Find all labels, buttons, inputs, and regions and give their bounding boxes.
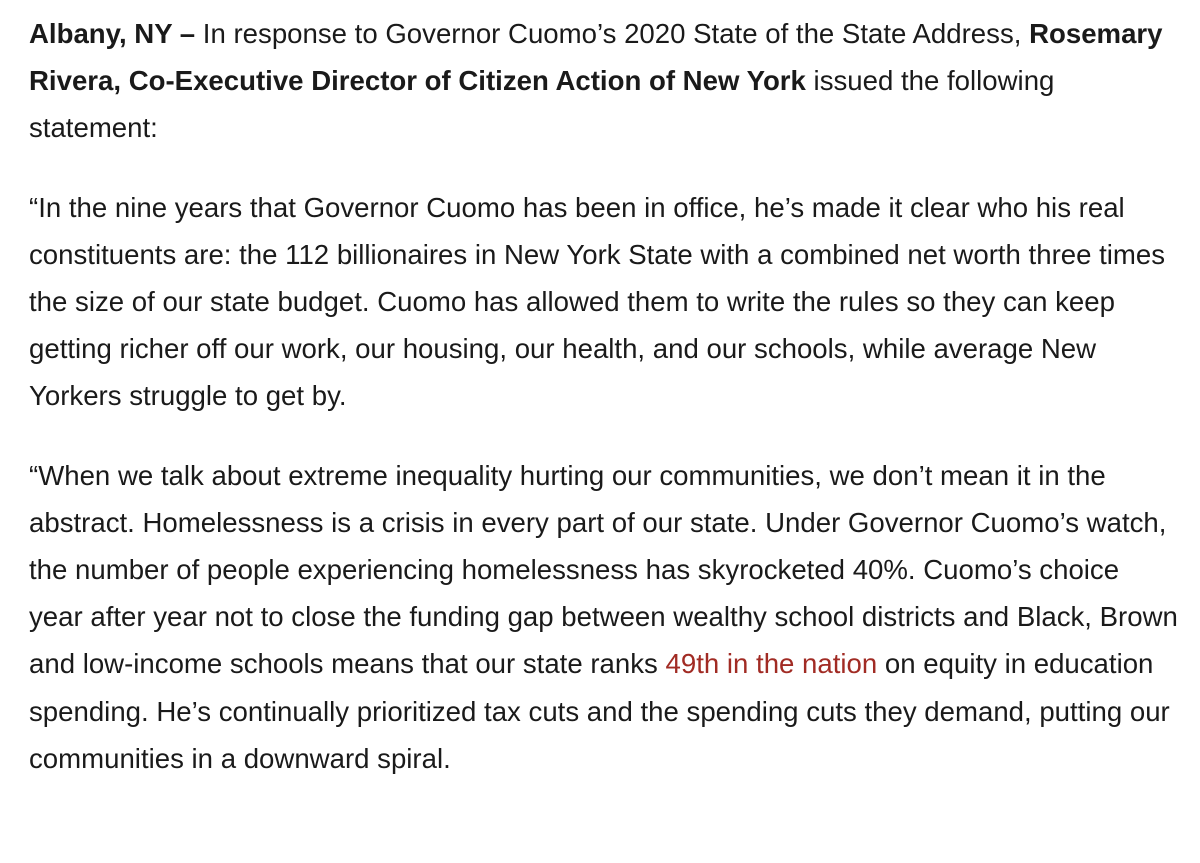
intro-paragraph [29, 10, 1179, 152]
dateline: Albany, NY – [29, 18, 196, 49]
intro-text-2: issued the following statement: [29, 65, 1055, 144]
speaker-name: Rosemary Rivera, Co-Executive Director of Citizen Action of New York [29, 18, 1163, 97]
quote-paragraph-2-text-after: on equity in education spending. He’s continually prioritized tax cuts and the spending cuts they demand, putting our communities in a downward spiral. [29, 648, 1170, 774]
intro-text-1: In response to Governor Cuomo’s 2020 State of the State Address, [195, 18, 1030, 49]
education-ranking-link[interactable]: 49th in the nation [665, 648, 878, 680]
quote-paragraph-1 [29, 184, 1179, 420]
quote-paragraph-2 [29, 452, 1179, 782]
press-release-body [29, 10, 1179, 814]
quote-paragraph-1-text: “In the nine years that Governor Cuomo has been in office, he’s made it clear who his real constituents are: the 112 billionaires in New York State with a combined net worth three times the size of our state budget. Cuomo has allowed them to write the rules so they can keep getting richer off our work, our housing, our health, and our schools, while average New Yorkers struggle to get by. [29, 191, 1166, 412]
quote-paragraph-2-text-before: “When we talk about extreme inequality hurting our communities, we don’t mean it in the abstract. Homelessness is a crisis in every part of our state. Under Governor Cuomo’s watch, the number of people experiencing homelessness has skyrocketed 40%. Cuomo’s choice year after year not to close the funding gap between wealthy school districts and Black, Brown and low-income schools means that our state ranks [29, 459, 1178, 680]
